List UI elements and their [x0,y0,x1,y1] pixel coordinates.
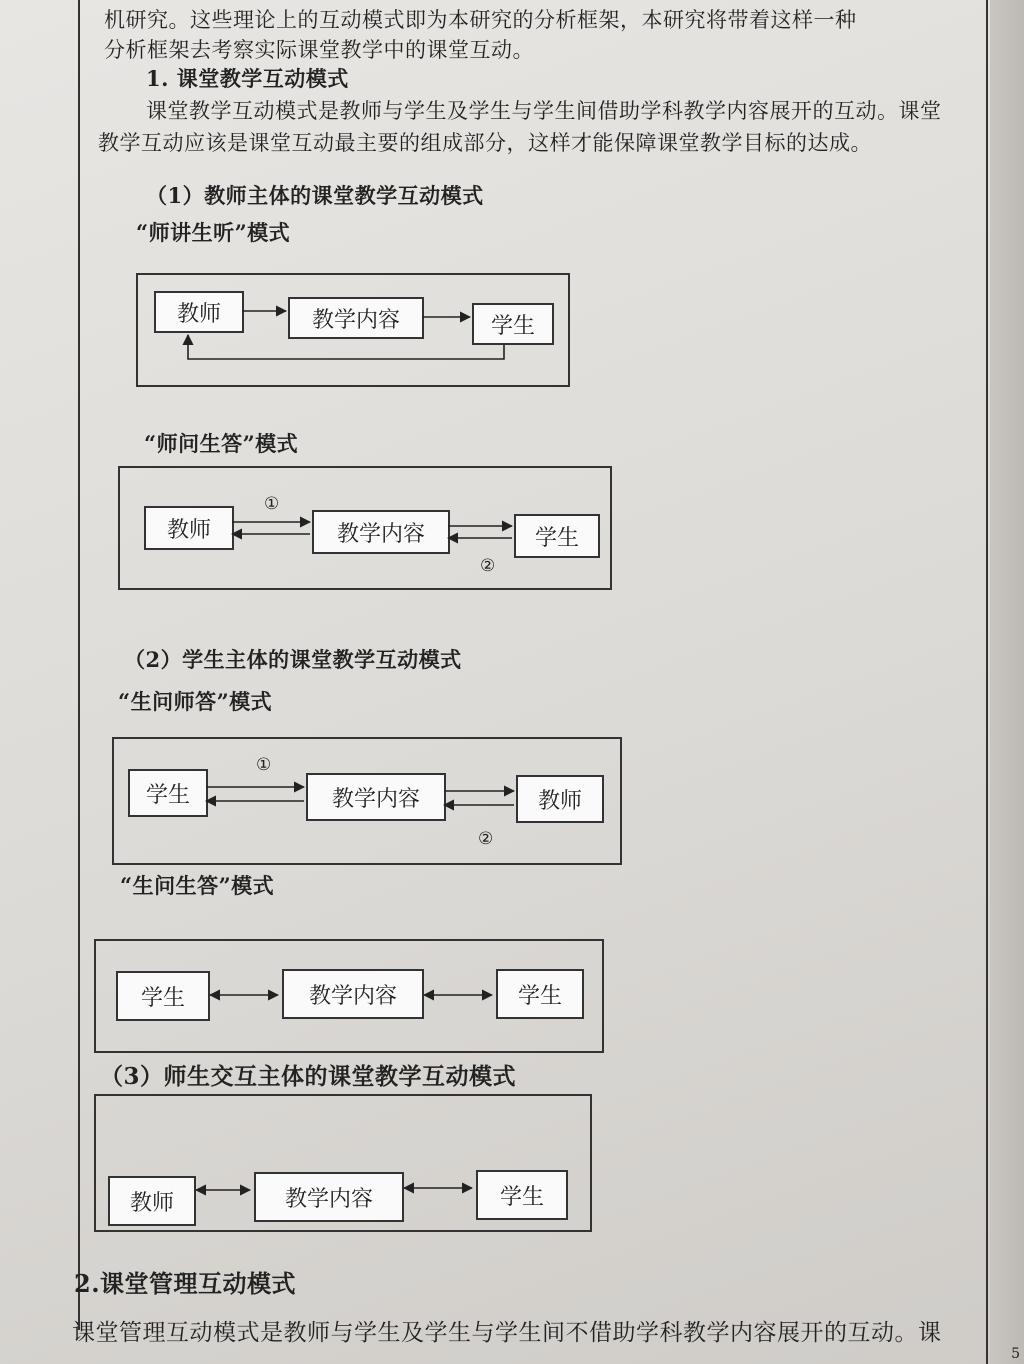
box-teacher: 教师 [154,291,244,333]
box-student: 学生 [476,1170,568,1220]
section1-para-line-2: 教学互动应该是课堂互动最主要的组成部分，这样才能保障课堂教学目标的达成。 [98,131,872,155]
box-student: 学生 [514,514,600,558]
page-number: 5 [1011,1346,1020,1362]
diagram-teacher-question [118,466,612,590]
box-content: 教学内容 [312,510,450,554]
sub2-title: （2）学生主体的课堂教学互动模式 [124,647,462,672]
box-content: 教学内容 [306,773,446,821]
page-border-left [78,0,80,1330]
mode-d-title: “生问生答”模式 [120,873,275,898]
step-1-mark: ① [256,755,272,775]
sub3-title: （3）师生交互主体的课堂教学互动模式 [100,1063,517,1090]
page-border-right [986,0,988,1364]
box-student: 学生 [472,303,554,345]
section2-title: 2.课堂管理互动模式 [74,1269,297,1298]
flow-arrows [120,468,610,588]
flow-arrows [114,739,620,863]
step-2-mark: ② [480,556,496,576]
box-teacher: 教师 [108,1176,196,1226]
mode-a-title: “师讲生听”模式 [136,220,291,245]
sub1-title: （1）教师主体的课堂教学互动模式 [146,183,484,208]
box-content: 教学内容 [288,297,424,339]
diagram-teacher-lecture [136,273,570,387]
step-1-mark: ① [264,494,280,514]
box-teacher: 教师 [144,506,234,550]
box-student-left: 学生 [116,971,210,1021]
intro-line-2: 分析框架去考察实际课堂教学中的课堂互动。 [104,38,534,62]
flow-arrows [138,275,568,385]
section1-para-line-1: 课堂教学互动模式是教师与学生及学生与学生间借助学科教学内容展开的互动。课堂 [146,99,942,123]
box-teacher: 教师 [516,775,604,823]
mode-b-title: “师问生答”模式 [144,431,299,456]
box-student-right: 学生 [496,969,584,1019]
flow-arrows [96,941,602,1051]
box-student: 学生 [128,769,208,817]
diagram-student-student [94,939,604,1053]
step-2-mark: ② [478,829,494,849]
diagram-mutual [94,1094,592,1232]
box-content: 教学内容 [254,1172,404,1222]
diagram-student-question [112,737,622,865]
flow-arrows [96,1096,590,1230]
intro-line-1: 机研究。这些理论上的互动模式即为本研究的分析框架，本研究将带着这样一种 [104,8,857,32]
box-content: 教学内容 [282,969,424,1019]
section1-title: 1. 课堂教学互动模式 [146,66,349,91]
section2-para-line-1: 课堂管理互动模式是教师与学生及学生与学生间不借助学科教学内容展开的互动。课 [72,1320,942,1346]
page-shadow [990,0,1024,1364]
mode-c-title: “生问师答”模式 [118,689,273,714]
